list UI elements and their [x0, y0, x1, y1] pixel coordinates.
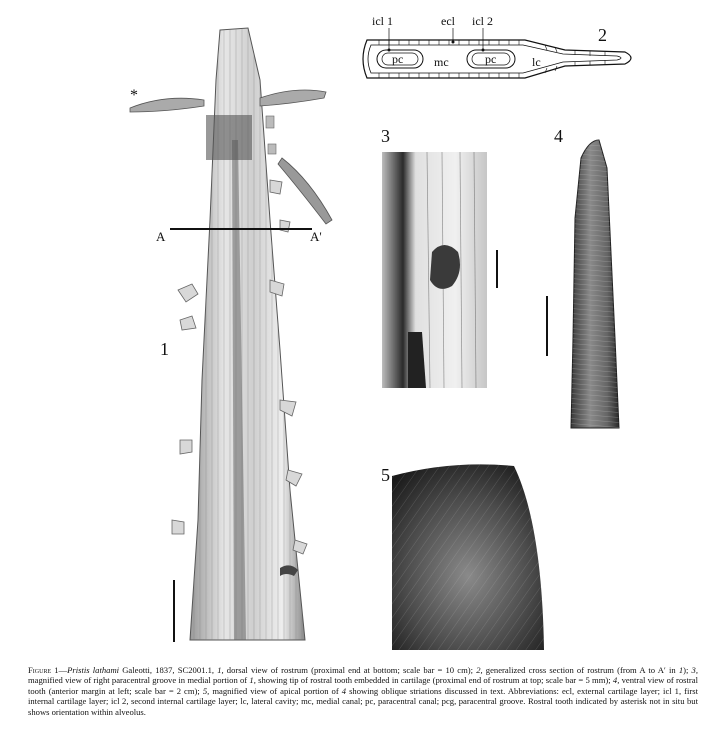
caption-ref: 4, — [612, 675, 620, 686]
caption-text: showing tip of rostral tooth embedded in cartilage (proximal end of rostrum at top; scale bar = 5 mm); — [255, 675, 613, 686]
section-label-a: A — [156, 229, 166, 244]
caption-text: dorsal view of rostrum (proximal end at bottom; scale bar = 10 cm); — [223, 665, 477, 675]
caption-figure-label: Figure 1 — [28, 665, 59, 675]
rostrum-illustration — [120, 20, 360, 660]
label-icl-2: icl 2 — [472, 14, 493, 28]
caption-text: showing oblique striations discussed in text. Abbreviations: ecl, external cartilage layer; icl 1, first internal cartilage layer; icl 2, second internal cartilage layer; lc, lateral cavity; mc, medial canal; pc, paracentral canal; pcg, paracentral groove. Rostral tooth indicated by asterisk not in situ but shows orientation within alveolus. — [28, 685, 699, 717]
caption-ref: 3, — [691, 665, 698, 675]
label-lc: lc — [532, 55, 541, 69]
caption-text: generalized cross section of rostrum (from A to A′ in — [482, 665, 679, 675]
panel-number-4: 4 — [554, 126, 563, 146]
label-pc-left: pc — [392, 52, 404, 66]
panel-number-1: 1 — [160, 339, 169, 359]
scale-bar-panel-3 — [496, 250, 498, 288]
panel-number-3: 3 — [381, 126, 390, 146]
caption-ref: 1 — [678, 665, 684, 675]
figure-caption: Figure 1—Pristis lathami Galeotti, 1837, SC2001.1, 1, dorsal view of rostrum (proximal end at bottom; scale bar = 10 cm); 2, generalized cross section of rostrum (from A to A′ in 1); 3, magnified view of right paracentral groove in medial portion of 1, showing tip of rostral tooth embedded in cartilage (proximal end of rostrum at top; scale bar = 5 mm); 4, ventral view of rostral tooth (anterior margin at left; scale bar = 2 cm); 5, magnified view of apical portion of 4 showing oblique striations discussed in text. Abbreviations: ecl, external cartilage layer; icl 1, first internal cartilage layer; icl 2, second internal cartilage layer; lc, lateral cavity; mc, medial canal; pc, paracentral canal; pcg, paracentral groove. Rostral tooth indicated by asterisk not in situ but shows orientation within alveolus. — [28, 665, 699, 717]
caption-ref: 1, — [217, 665, 224, 675]
caption-text: ventral view of rostral tooth (anterior margin at left; scale bar = 2 cm); — [28, 675, 698, 696]
label-ecl: ecl — [441, 14, 455, 28]
section-label-a-prime: A' — [310, 229, 322, 244]
panel-number-5: 5 — [381, 465, 390, 485]
label-pc-right: pc — [485, 52, 497, 66]
figure-3-groove-photo — [382, 152, 487, 388]
figure-5-apical-striations-photo — [392, 464, 544, 650]
section-line-a-a-prime — [170, 228, 312, 230]
label-mc: mc — [434, 55, 449, 69]
label-icl-1: icl 1 — [372, 14, 393, 28]
figure-4-tooth-photo — [565, 138, 625, 433]
caption-text: Galeotti, 1837, SC2001.1, — [119, 665, 218, 675]
scale-bar-panel-1 — [173, 580, 175, 642]
caption-species: Pristis lathami — [67, 665, 120, 675]
caption-ref: 2, — [476, 665, 483, 675]
caption-text: magnified view of apical portion of — [209, 685, 342, 696]
scale-bar-panel-4 — [546, 296, 548, 356]
caption-text: magnified view of right paracentral groove in medial portion of — [28, 675, 250, 686]
caption-text: ); — [683, 665, 692, 675]
panel-number-2: 2 — [598, 25, 607, 45]
caption-ref: 1, — [249, 675, 256, 686]
caption-ref: 5, — [202, 685, 210, 696]
asterisk-marker: * — [130, 87, 138, 104]
caption-ref: 4 — [341, 685, 347, 696]
figure-1-rostrum-photo — [120, 20, 360, 660]
